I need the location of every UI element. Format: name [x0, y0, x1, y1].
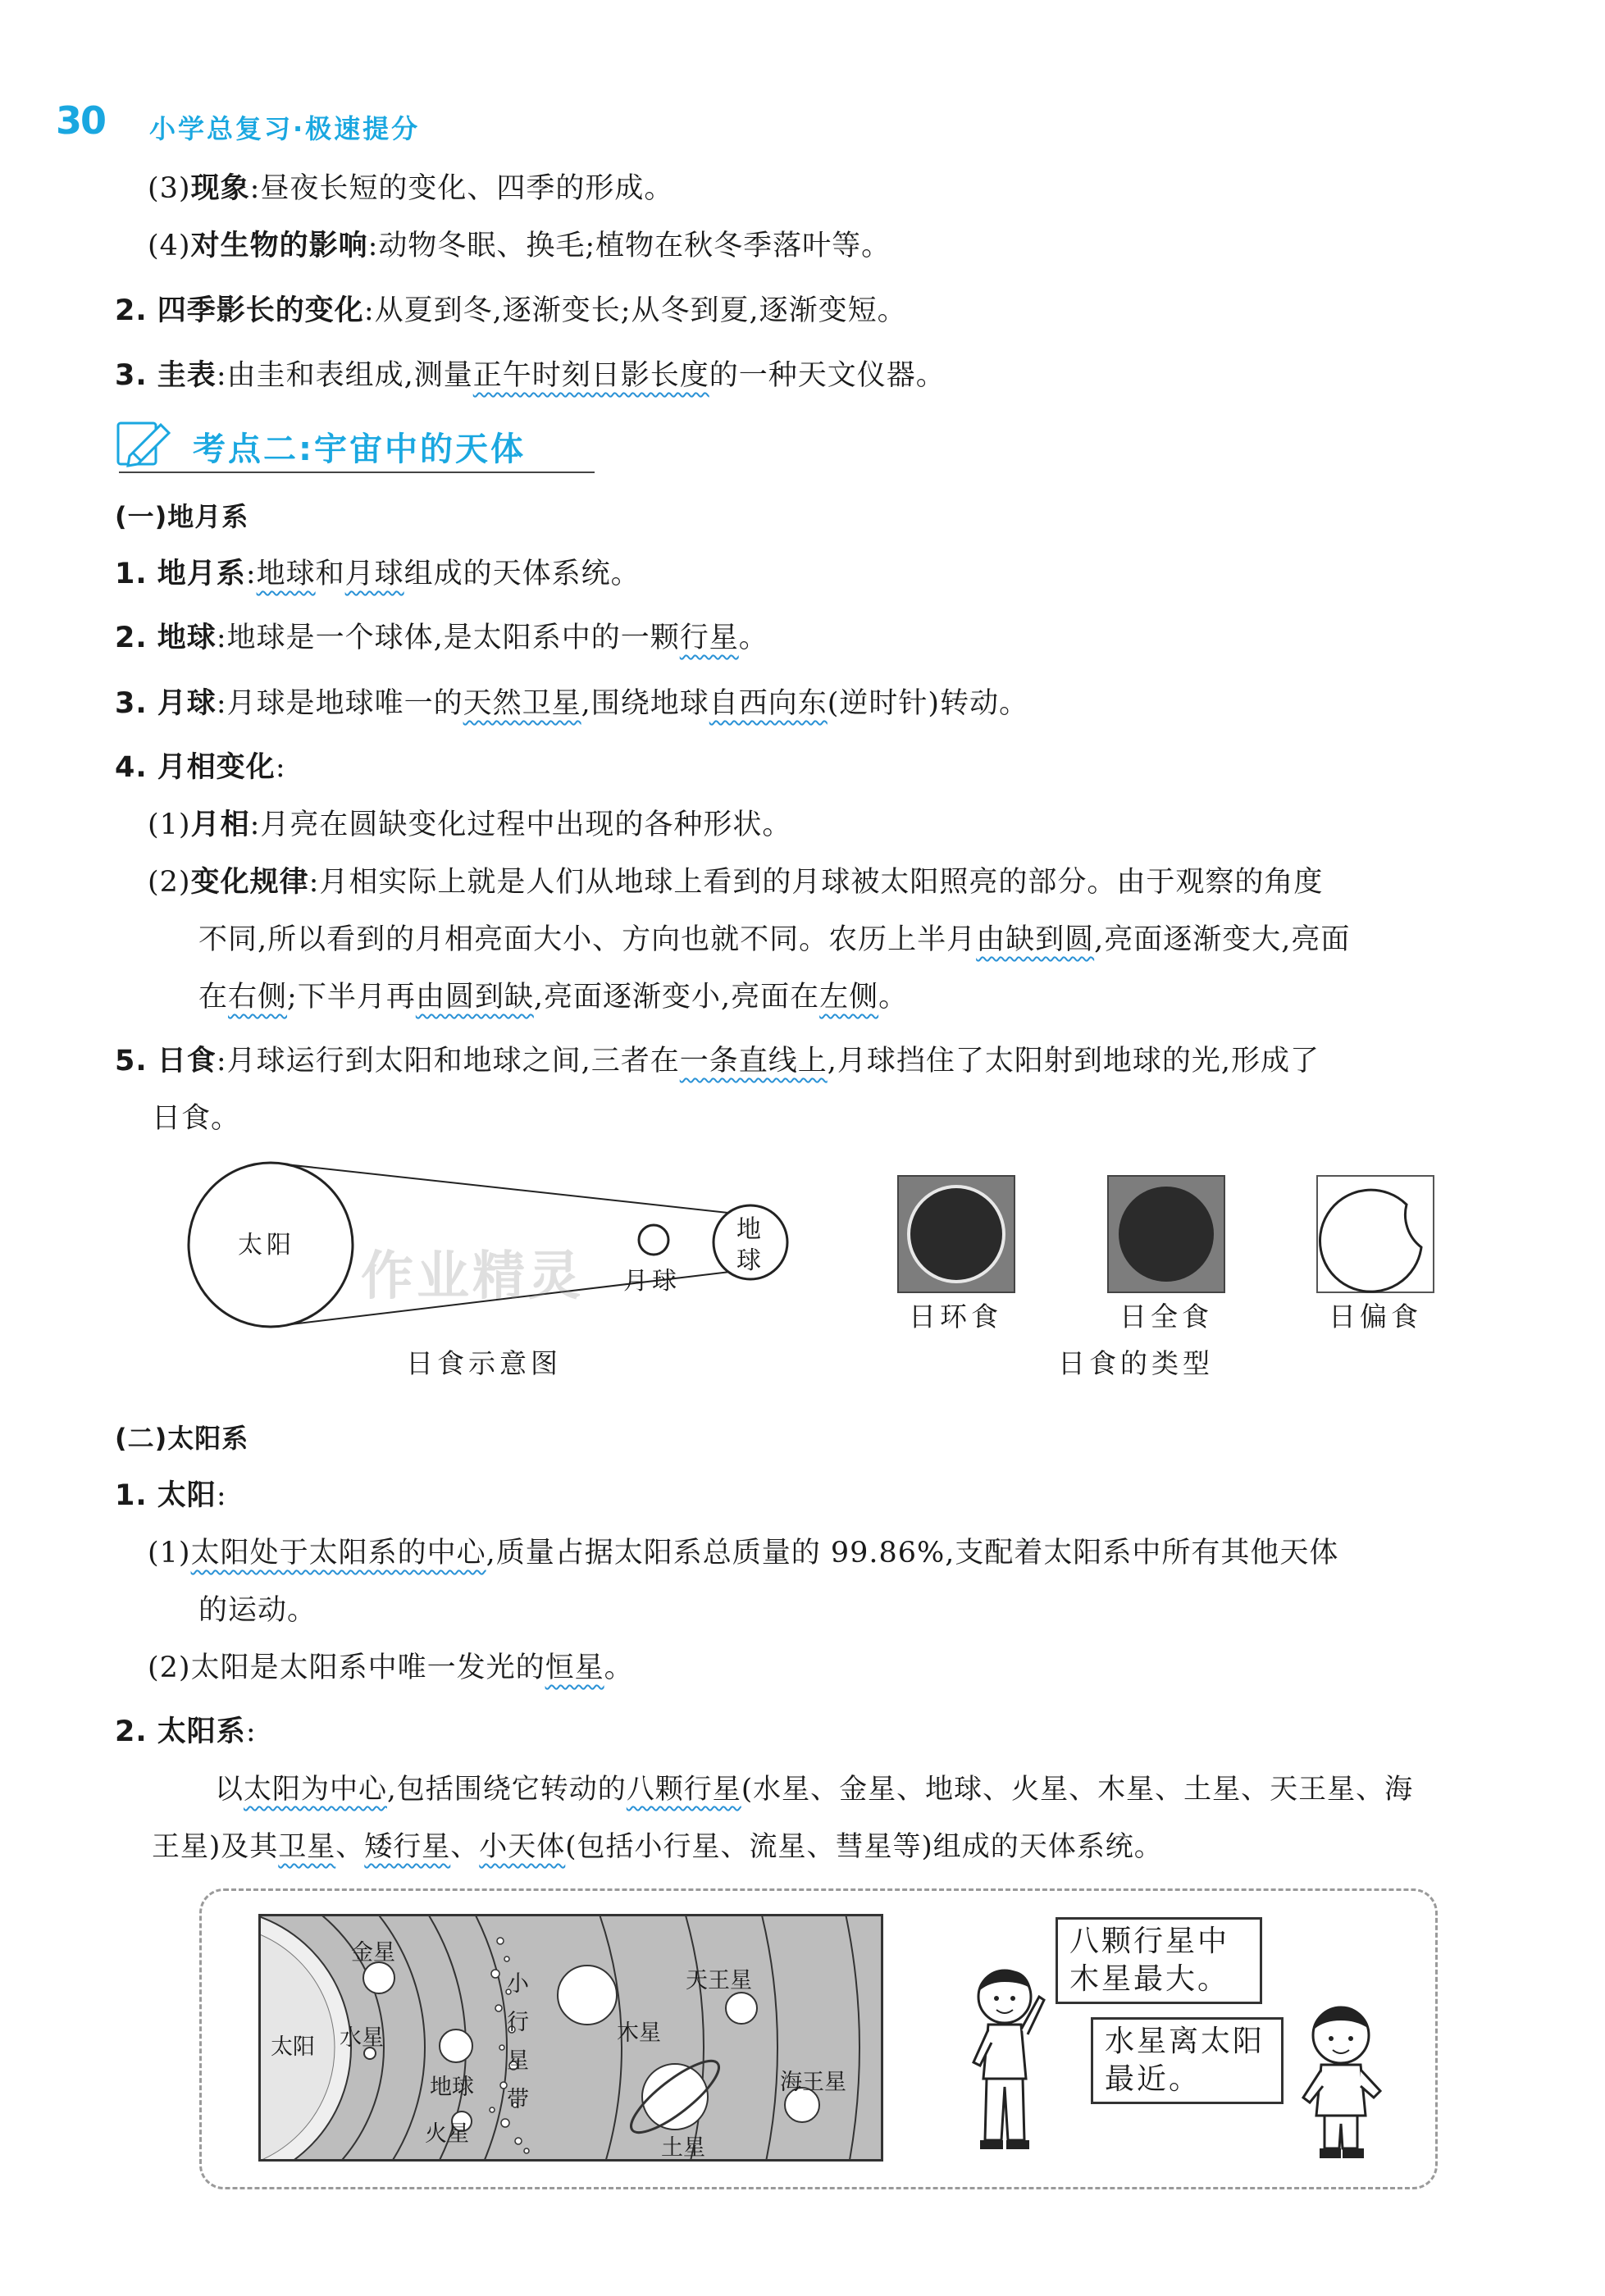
partial-eclipse-image — [1316, 1175, 1434, 1293]
point-moon-phase: 4. 月相变化: — [115, 751, 286, 784]
eclipse-diagram-caption: 日食示意图 — [406, 1347, 562, 1379]
subsection-heading-solar-system: (二)太阳系 — [115, 1423, 249, 1454]
point-earth-moon-system: 1. 地月系:地球和月球组成的天体系统。 — [115, 558, 641, 590]
panel-label-asteroid-2: 行 — [507, 2010, 529, 2035]
book-title: 小学总复习·极速提分 — [149, 113, 421, 144]
item-phase-rule-line3: 在右侧;下半月再由圆到缺,亮面逐渐变小,亮面在左侧。 — [198, 981, 909, 1014]
point-solar-system: 2. 太阳系: — [115, 1715, 257, 1748]
subsection-heading-earth-moon: (一)地月系 — [115, 501, 249, 532]
item-phenomenon: (3)现象:昼夜长短的变化、四季的形成。 — [148, 172, 674, 205]
label-partial-eclipse: 日偏食 — [1329, 1301, 1422, 1332]
item-phase-rule-line1: (2)变化规律:月相实际上就是人们从地球上看到的月球被太阳照亮的部分。由于观察的角度 — [148, 866, 1324, 899]
point-moon: 3. 月球:月球是地球唯一的天然卫星,围绕地球自西向东(逆时针)转动。 — [115, 687, 1029, 720]
panel-label-asteroid-4: 带 — [507, 2087, 529, 2112]
panel-label-sun: 太阳 — [271, 2034, 315, 2060]
eclipse-types-caption: 日食的类型 — [1058, 1347, 1214, 1379]
label-sun: 太阳 — [238, 1231, 295, 1260]
item-sun-center: (1)太阳处于太阳系的中心,质量占据太阳系总质量的 99.86%,支配着太阳系中所有其他天体 — [148, 1537, 1339, 1569]
panel-label-asteroid-3: 星 — [507, 2048, 529, 2074]
item-sun-star: (2)太阳是太阳系中唯一发光的恒星。 — [148, 1651, 634, 1684]
item-biological-effect: (4)对生物的影响:动物冬眠、换毛;植物在秋冬季落叶等。 — [148, 230, 891, 262]
section-title-rule — [119, 472, 595, 473]
panel-label-mars: 火星 — [425, 2121, 469, 2147]
point-gnomon: 3. 圭表:由圭和表组成,测量正午时刻日影长度的一种天文仪器。 — [115, 359, 946, 392]
total-eclipse-image — [1107, 1175, 1225, 1293]
solar-system-definition-line1: 以太阳为中心,包括围绕它转动的八颗行星(水星、金星、地球、火星、木星、土星、天王星、海 — [215, 1773, 1414, 1806]
panel-label-venus: 金星 — [351, 1940, 395, 1966]
moon-circle — [639, 1225, 668, 1255]
watermark: 作业精灵 — [361, 1246, 584, 1307]
panel-label-neptune: 海王星 — [780, 2070, 846, 2095]
boy-standing-illustration — [1292, 2001, 1390, 2165]
boy-pointing-illustration — [964, 1964, 1054, 2157]
solar-system-definition-line2: 王星)及其卫星、矮行星、小天体(包括小行星、流星、彗星等)组成的天体系统。 — [152, 1830, 1163, 1863]
panel-label-earth: 地球 — [430, 2075, 474, 2100]
speech-bubble-mercury: 水星离太阳 最近。 — [1091, 2017, 1284, 2104]
label-moon: 月球 — [623, 1267, 681, 1296]
speech-bubble-jupiter: 八颗行星中 木星最大。 — [1056, 1917, 1262, 2004]
annular-eclipse-image — [897, 1175, 1015, 1293]
point-solar-eclipse-line2: 日食。 — [152, 1102, 241, 1135]
point-sun: 1. 太阳: — [115, 1479, 227, 1512]
page-number: 30 — [56, 98, 106, 143]
item-phase-rule-line2: 不同,所以看到的月相亮面大小、方向也就不同。农历上半月由缺到圆,亮面逐渐变大,亮面 — [198, 923, 1351, 956]
panel-label-mercury: 水星 — [340, 2025, 384, 2051]
item-moon-phase-definition: (1)月相:月亮在圆缺变化过程中出现的各种形状。 — [148, 809, 792, 841]
panel-label-jupiter: 木星 — [617, 2020, 661, 2046]
solar-system-panel — [258, 1914, 883, 2162]
point-shadow-change: 2. 四季影长的变化:从夏到冬,逐渐变长;从冬到夏,逐渐变短。 — [115, 294, 907, 327]
panel-label-uranus: 天王星 — [686, 1968, 752, 1993]
panel-label-asteroid-1: 小 — [507, 1971, 529, 1997]
item-sun-center-line2: 的运动。 — [198, 1594, 317, 1627]
panel-label-saturn: 土星 — [661, 2135, 705, 2161]
pencil-note-icon — [115, 418, 180, 469]
label-total-eclipse: 日全食 — [1119, 1301, 1213, 1332]
label-earth-top: 地 — [736, 1215, 765, 1244]
point-earth: 2. 地球:地球是一个球体,是太阳系中的一颗行星。 — [115, 622, 768, 654]
point-solar-eclipse: 5. 日食:月球运行到太阳和地球之间,三者在一条直线上,月球挡住了太阳射到地球的光,形成了 — [115, 1045, 1320, 1077]
label-annular-eclipse: 日环食 — [909, 1301, 1002, 1332]
label-earth-bottom: 球 — [736, 1246, 765, 1275]
section-title: 考点二:宇宙中的天体 — [193, 430, 526, 468]
